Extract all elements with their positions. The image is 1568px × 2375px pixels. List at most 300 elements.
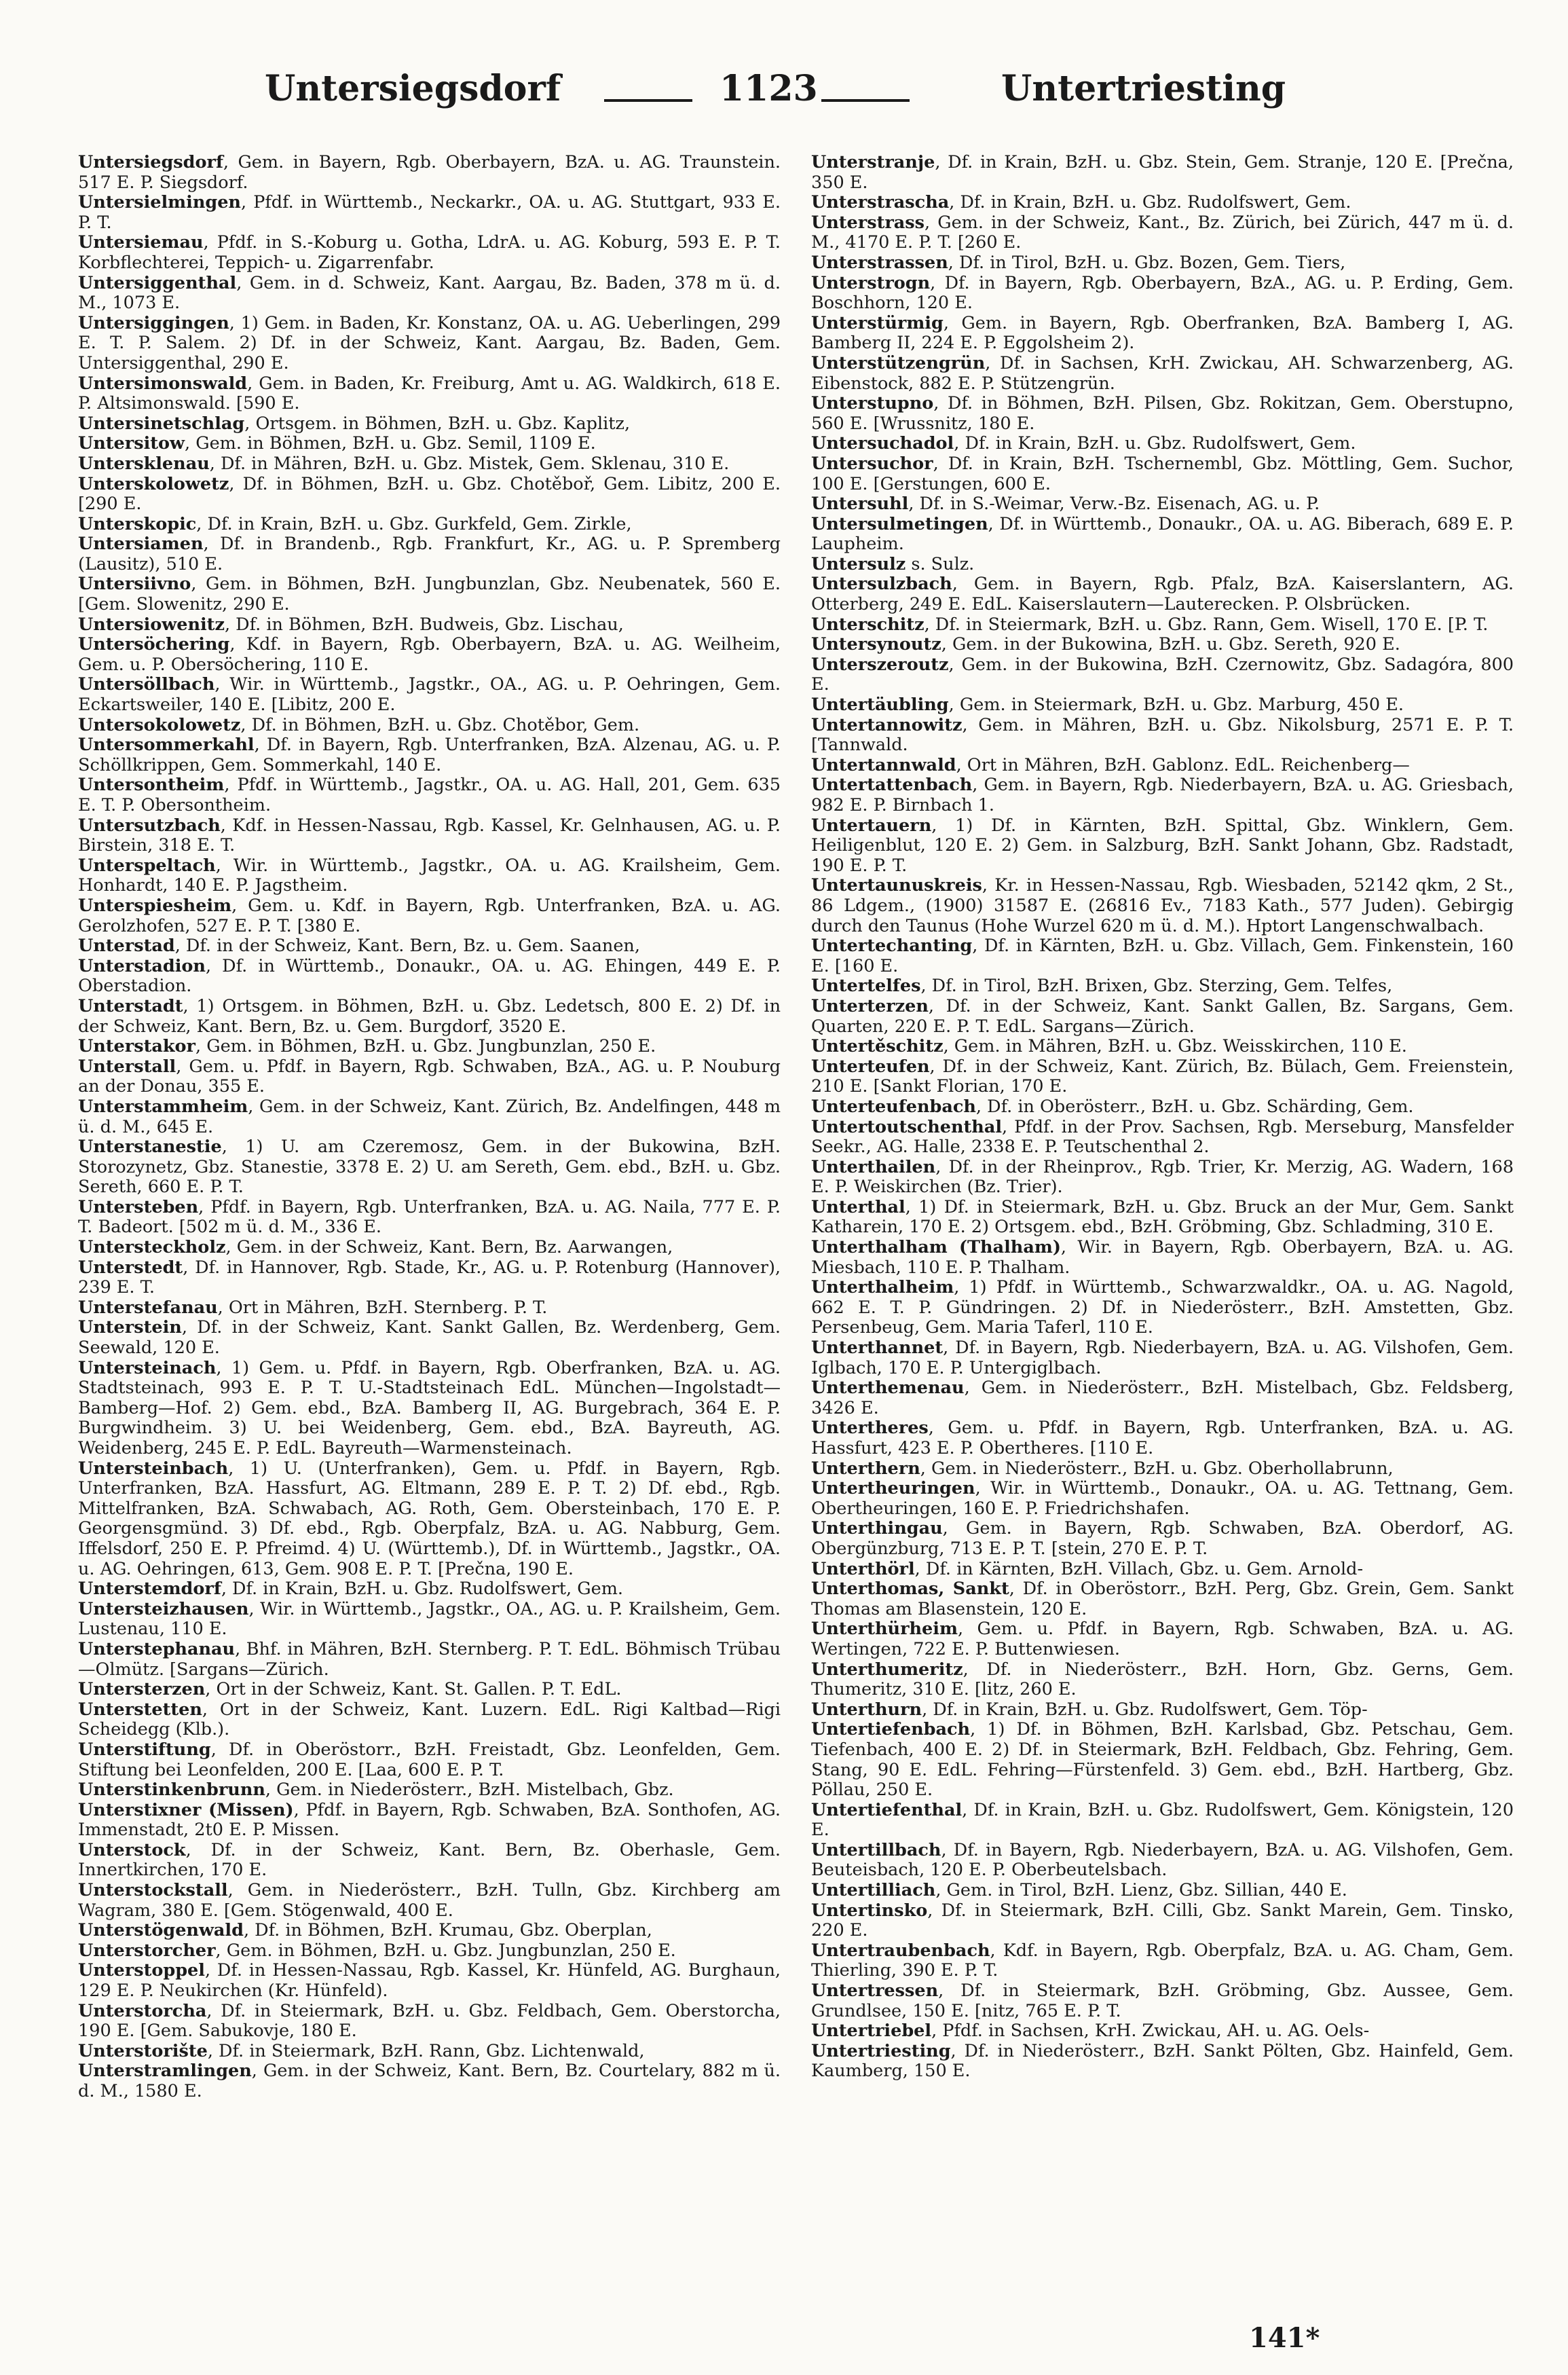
entry-text: , Df. in Brandenb., Rgb. Frankfurt, Kr., AG. u. P. Spremberg (Lausitz), 510 E.	[78, 534, 781, 574]
entry	[811, 1579, 1514, 1619]
entry-text: , Kr. in Hessen-Nassau, Rgb. Wiesbaden, 52142 qkm, 2 St., 86 Ldgem., (1900) 31587 E. (26816 Ev., 7183 Kath., 577 Juden). Gebirgig durch den Taunus (Hohe Wurzel 620 m ü. d. M.). Hptort Langenschwalbach.	[811, 875, 1514, 936]
entry	[811, 1238, 1514, 1278]
entry-headword: Unterstranje	[811, 152, 935, 172]
entry-text: , Df. in Oberöstorr., BzH. Perg, Gbz. Grein, Gem. Sankt Thomas am Blasenstein, 120 E.	[811, 1579, 1514, 1619]
entry	[811, 695, 1514, 716]
entry	[811, 936, 1514, 976]
entry-headword: Unterstephanau	[78, 1638, 236, 1659]
entry-text: , 1) Ortsgem. in Böhmen, BzH. u. Gbz. Ledetsch, 800 E. 2) Df. in der Schweiz, Kant. Bern, Bz. u. Gem. Burgdorf, 3520 E.	[78, 995, 781, 1037]
entry-headword: Untersteinbach	[78, 1458, 229, 1479]
entry-headword: Untersulz	[811, 553, 906, 574]
entry-headword: Unterthailen	[811, 1156, 936, 1177]
entry-text: , Df. in der Schweiz, Kant. Sankt Gallen, Bz. Sargans, Gem. Quarten, 220 E. P. T. EdL. Sargans—Zürich.	[811, 995, 1514, 1037]
entry-headword: Untertriebel	[811, 2021, 932, 2042]
entry	[811, 716, 1514, 756]
entry-text: , Df. in Steiermark, BzH. Gröbming, Gbz. Aussee, Gem. Grundlsee, 150 E. [nitz, 765 E. P. T.	[811, 1981, 1514, 2021]
entry	[78, 1921, 781, 1941]
entry-text: , Gem. u. Pfdf. in Bayern, Rgb. Schwaben, BzA. u. AG. Wertingen, 722 E. P. Buttenwiesen.	[811, 1619, 1514, 1659]
entry-text: , Gem. in Bayern, Rgb. Pfalz, BzA. Kaiserslantern, AG. Otterberg, 249 E. EdL. Kaiserslautern—Lauterecken. P. Olsbrücken.	[811, 574, 1514, 615]
entry-text: , Gem. in Tirol, BzH. Lienz, Gbz. Sillian, 440 E.	[935, 1880, 1347, 1901]
entry-text: , Df. in Krain, BzH. u. Gbz. Gurkfeld, Gem. Zirkle,	[196, 513, 632, 534]
page-header	[0, 68, 1568, 136]
entry-headword: Unterstiftung	[78, 1739, 211, 1760]
entry-headword: Unterskopic	[78, 513, 197, 534]
entry	[811, 1479, 1514, 1519]
entry-headword: Unterstein	[78, 1317, 182, 1338]
entry-headword: Untersöllbach	[78, 674, 215, 695]
entry-text: , Df. in Oberösterr., BzH. u. Gbz. Schärding, Gem.	[975, 1096, 1414, 1117]
entry	[811, 1338, 1514, 1378]
entry-headword: Untersiemau	[78, 232, 204, 253]
entry-headword: Unterstad	[78, 936, 175, 957]
entry	[811, 635, 1514, 655]
entry-text: , Ort in der Schweiz, Kant. St. Gallen. P. T. EdL.	[205, 1679, 622, 1700]
entry-text: , Gem. in Niederösterr., BzH. Mistelbach, Gbz. Feldsberg, 3426 E.	[811, 1378, 1514, 1418]
entry-headword: Untertriesting	[811, 2040, 951, 2061]
entry-headword: Unterstockstall	[78, 1880, 228, 1901]
entry	[811, 1660, 1514, 1700]
entry-text: , 1) Pfdf. in Württemb., Schwarzwaldkr., OA. u. AG. Nagold, 662 E. T. P. Gündringen. 2) Df. in Niederösterr., BzH. Amstetten, Gbz. Persenbeug, Gem. Maria Taferl, 110 E.	[811, 1277, 1514, 1338]
entry	[78, 1198, 781, 1238]
entry-headword: Unterszeroutz	[811, 654, 949, 675]
entry-headword: Untertressen	[811, 1981, 939, 2002]
entry-text: , Gem. u. Pfdf. in Bayern, Rgb. Schwaben, BzA., AG. u. P. Nouburg an der Donau, 355 E.	[78, 1056, 781, 1097]
entry-headword: Untersynoutz	[811, 634, 941, 655]
entry	[811, 555, 1514, 575]
right-column	[811, 153, 1514, 2082]
entry-text: , Wir. in Württemb., Donaukr., OA. u. AG. Tettnang, Gem. Obertheuringen, 160 E. P. Friedrichshafen.	[811, 1478, 1514, 1519]
entry-headword: Untertiefenbach	[811, 1719, 971, 1740]
header-rule-left	[604, 99, 692, 102]
entry-headword: Unterstoppel	[78, 1960, 205, 1981]
entry	[811, 253, 1514, 274]
entry-text: , Df. in Württemb., Donaukr., OA. u. AG. Ehingen, 449 E. P. Oberstadion.	[78, 955, 781, 997]
entry-text: , Df. in Krain, BzH. u. Gbz. Rudolfswert, Gem.	[221, 1579, 624, 1600]
entry-headword: Unterthomas, Sankt	[811, 1579, 1009, 1600]
header-rule-right	[821, 99, 910, 102]
entry-text: , Gem. in Mähren, BzH. u. Gbz. Nikolsburg, 2571 E. P. T. [Tannwald.	[811, 714, 1514, 756]
entry-headword: Untertäubling	[811, 695, 949, 716]
entry-headword: Unterstemdorf	[78, 1579, 221, 1600]
entry-headword: Untersiegsdorf	[78, 152, 223, 172]
entry-text: , Df. in Kärnten, BzH. u. Gbz. Villach, Gem. Finkenstein, 160 E. [160 E.	[811, 936, 1514, 976]
entry-headword: Untersutzbach	[78, 815, 221, 836]
entry	[811, 756, 1514, 776]
entry	[78, 1459, 781, 1580]
entry	[811, 574, 1514, 614]
entry-headword: Unterstorcha	[78, 2000, 207, 2021]
entry-text: , Gem. in Böhmen, BzH. u. Gbz. Semil, 1109 E.	[185, 433, 596, 454]
entry	[78, 475, 781, 515]
entry-headword: Unterskolowetz	[78, 473, 229, 494]
entry-text: , Gem. in d. Schweiz, Kant. Aargau, Bz. Baden, 378 m ü. d. M., 1073 E.	[78, 272, 781, 314]
entry	[811, 1378, 1514, 1418]
entry-headword: Untersuchor	[811, 453, 933, 474]
entry	[78, 454, 781, 475]
entry	[78, 635, 781, 675]
entry	[78, 1640, 781, 1680]
entry	[78, 233, 781, 273]
entry-text: , Gem. in der Schweiz, Kant. Bern, Bz. Courtelary, 882 m ü. d. M., 1580 E.	[78, 2061, 781, 2101]
entry-headword: Unterthalheim	[811, 1277, 954, 1298]
entry-text: , Df. in Kärnten, BzH. Villach, Gbz. u. Gem. Arnold-	[914, 1558, 1364, 1579]
entry	[811, 655, 1514, 695]
entry	[78, 1961, 781, 2001]
entry-text: , Kdf. in Bayern, Rgb. Oberpfalz, BzA. u. AG. Cham, Gem. Thierling, 390 E. P. T.	[811, 1940, 1514, 1981]
header-right-word: Untertriesting	[1001, 68, 1286, 109]
entry-text: , Df. in Krain, BzH. u. Gbz. Rudolfswert, Gem.	[949, 192, 1351, 213]
entry-headword: Unterstrassen	[811, 252, 948, 273]
entry-text: , Wir. in Bayern, Rgb. Oberbayern, BzA. u. AG. Miesbach, 110 E. P. Thalham.	[811, 1237, 1514, 1278]
entry-headword: Untertattenbach	[811, 775, 973, 796]
header-left-word: Untersiegsdorf	[265, 68, 561, 109]
entry	[78, 515, 781, 535]
entry-text: , Df. in Steiermark, BzH. Cilli, Gbz. Sankt Marein, Gem. Tinsko, 220 E.	[811, 1900, 1514, 1941]
entry-text: , Gem. in der Bukowina, BzH. u. Gbz. Sereth, 920 E.	[941, 634, 1400, 655]
entry	[811, 394, 1514, 434]
entry-headword: Unterstakor	[78, 1036, 195, 1057]
entry-headword: Untersuchadol	[811, 433, 954, 454]
entry	[811, 1198, 1514, 1238]
entry-text: , Gem. in Mähren, BzH. u. Gbz. Weisskirchen, 110 E.	[943, 1036, 1407, 1057]
entry	[78, 1057, 781, 1097]
entry-text: , Df. in Steiermark, BzH. u. Gbz. Rann, Gem. Wisell, 170 E. [P. T.	[924, 614, 1489, 635]
entry	[78, 1700, 781, 1740]
entry	[811, 1097, 1514, 1118]
entry	[811, 1158, 1514, 1198]
entry	[78, 534, 781, 574]
entry-text: , Pfdf. in Bayern, Rgb. Unterfranken, BzA. u. AG. Naila, 777 E. P. T. Badeort. [502 m ü. d. M., 336 E.	[78, 1196, 781, 1238]
entry	[811, 976, 1514, 997]
entry-headword: Unterthingau	[811, 1518, 943, 1539]
entry-text: , Df. in Böhmen, BzH. Budweis, Gbz. Lischau,	[224, 614, 624, 635]
entry-headword: Untertheuringen	[811, 1478, 975, 1499]
entry-text: , Ort in Mähren, BzH. Sternberg. P. T.	[217, 1297, 548, 1318]
entry	[78, 957, 781, 997]
entry-text: , Pfdf. in Württemb., Neckarkr., OA. u. AG. Stuttgart, 933 E. P. T.	[78, 192, 781, 233]
entry	[78, 997, 781, 1037]
entry-headword: Unterthörl	[811, 1558, 915, 1579]
entry	[78, 1097, 781, 1137]
entry-text: , Gem. in Böhmen, BzH. Jungbunzlan, Gbz. Neubenatek, 560 E. [Gem. Slowenitz, 290 E.	[78, 574, 781, 615]
entry-headword: Unterstefanau	[78, 1297, 218, 1318]
entry-text: , Df. in Steiermark, BzH. u. Gbz. Feldbach, Gem. Oberstorcha, 190 E. [Gem. Sabukovje, 180 E.	[78, 2000, 781, 2042]
entry-headword: Unterstixner (Missen)	[78, 1799, 294, 1820]
entry-headword: Untersöchering	[78, 634, 230, 655]
entry-text: , Ort in der Schweiz, Kant. Luzern. EdL. Rigi Kaltbad—Rigi Scheidegg (Klb.).	[78, 1699, 781, 1740]
entry-headword: Untertauern	[811, 815, 932, 836]
entry	[78, 434, 781, 454]
entry-headword: Untertheres	[811, 1418, 929, 1439]
entry-headword: Unterstürmig	[811, 312, 944, 333]
entry	[78, 1298, 781, 1319]
entry-headword: Untertěschitz	[811, 1036, 944, 1057]
entry-text: s. Sulz.	[906, 553, 975, 574]
entry-text: , Df. in Mähren, BzH. u. Gbz. Mistek, Gem. Sklenau, 310 E.	[209, 453, 730, 474]
entry	[811, 1881, 1514, 1901]
entry-text: , Df. in Tirol, BzH. u. Gbz. Bozen, Gem. Tiers,	[948, 252, 1346, 273]
entry-headword: Unterstanestie	[78, 1137, 222, 1158]
entry-headword: Unterterzen	[811, 995, 929, 1016]
entry	[811, 1037, 1514, 1057]
entry	[78, 314, 781, 374]
entry-text: , Df. in Steiermark, BzH. Rann, Gbz. Lichtenwald,	[207, 2040, 645, 2061]
entry-headword: Unterstrass	[811, 212, 925, 233]
entry	[811, 1901, 1514, 1941]
entry	[78, 153, 781, 193]
entry-text: , Wir. in Württemb., Jagstkr., OA., AG. u. P. Krailsheim, Gem. Lustenau, 110 E.	[78, 1598, 781, 1640]
entry	[78, 615, 781, 636]
entry-headword: Unterstetten	[78, 1699, 202, 1720]
entry	[78, 775, 781, 815]
entry	[78, 1579, 781, 1600]
entry-text: , Pfdf. in Sachsen, KrH. Zwickau, AH. u. AG. Oels-	[931, 2021, 1370, 2042]
entry-headword: Untersteben	[78, 1196, 199, 1217]
entry-headword: Unterstinkenbrunn	[78, 1780, 265, 1801]
entry-headword: Unterthannet	[811, 1338, 944, 1359]
entry	[78, 1801, 781, 1841]
entry-text: , Df. in Niederösterr., BzH. Horn, Gbz. Gerns, Gem. Thumeritz, 310 E. [litz, 260 E.	[811, 1659, 1514, 1700]
entry	[78, 1359, 781, 1459]
entry-text: , 1) Df. in Steiermark, BzH. u. Gbz. Bruck an der Mur, Gem. Sankt Katharein, 170 E. 2) Ortsgem. ebd., BzH. Gröbming, Gbz. Schladming, 310 E.	[811, 1196, 1514, 1238]
entry	[811, 775, 1514, 815]
entry-text: , Df. in Krain, BzH. u. Gbz. Rudolfswert, Gem. Königstein, 120 E.	[811, 1799, 1514, 1841]
entry-headword: Unterstadion	[78, 955, 206, 976]
left-column	[78, 153, 781, 2102]
entry-headword: Untertraubenbach	[811, 1940, 990, 1961]
entry-headword: Untertilliach	[811, 1880, 936, 1901]
entry-text: , Gem. u. Pfdf. in Bayern, Rgb. Unterfranken, BzA. u. AG. Hassfurt, 423 E. P. Obertheres. [110 E.	[811, 1418, 1514, 1458]
entry-headword: Untersteinach	[78, 1357, 217, 1378]
entry-headword: Unterthürheim	[811, 1619, 958, 1640]
entry	[811, 354, 1514, 394]
entry-text: , Gem. in Böhmen, BzH. u. Gbz. Jungbunzlan, 250 E.	[215, 1940, 676, 1961]
entry	[811, 997, 1514, 1037]
entry-text: , Df. in Bayern, Rgb. Unterfranken, BzA. Alzenau, AG. u. P. Schöllkrippen, Gem. Sommerkahl, 140 E.	[78, 735, 781, 775]
entry	[78, 1881, 781, 1921]
page-number: 1123	[720, 68, 818, 109]
entry-text: , 1) U. am Czeremosz, Gem. in der Bukowina, BzH. Storozynetz, Gbz. Stanestie, 3378 E. 2) U. am Sereth, Gem. ebd., BzH. u. Gbz. Sereth, 660 E. P. T.	[78, 1137, 781, 1198]
entry-text: , Df. in Niederösterr., BzH. Sankt Pölten, Gbz. Hainfeld, Gem. Kaumberg, 150 E.	[811, 2040, 1514, 2082]
entry-headword: Untersteckholz	[78, 1237, 226, 1258]
entry	[78, 1137, 781, 1198]
entry-text: , Gem. in Baden, Kr. Freiburg, Amt u. AG. Waldkirch, 618 E. P. Altsimonswald. [590 E.	[78, 373, 781, 414]
entry	[811, 1981, 1514, 2021]
entry-text: , Df. in Böhmen, BzH. Pilsen, Gbz. Rokitzan, Gem. Oberstupno, 560 E. [Wrussnitz, 180 E.	[811, 393, 1514, 434]
entry-headword: Untertillbach	[811, 1839, 941, 1860]
entry	[811, 816, 1514, 877]
entry-text: , Gem. in Bayern, Rgb. Oberbayern, BzA. u. AG. Traunstein. 517 E. P. Siegsdorf.	[78, 152, 781, 193]
entry	[78, 675, 781, 715]
entry-headword: Untersklenau	[78, 453, 210, 474]
entry-text: , Df. in Sachsen, KrH. Zwickau, AH. Schwarzenberg, AG. Eibenstock, 882 E. P. Stützengrün.	[811, 352, 1514, 394]
entry	[811, 2021, 1514, 2042]
entry-headword: Untersommerkahl	[78, 735, 255, 756]
entry-headword: Untertannwald	[811, 754, 956, 775]
entry	[811, 1278, 1514, 1338]
entry	[78, 574, 781, 614]
entry-text: , Ort in Mähren, BzH. Gablonz. EdL. Reichenberg—	[956, 754, 1410, 775]
entry-headword: Unterstögenwald	[78, 1920, 244, 1941]
entry-text: , Gem. in Bayern, Rgb. Schwaben, BzA. Oberdorf, AG. Obergünzburg, 713 E. P. T. [stein, 270 E. P. T.	[811, 1518, 1514, 1559]
entry-headword: Unterstramlingen	[78, 2061, 252, 2082]
entry-text: , Pfdf. in Bayern, Rgb. Schwaben, BzA. Sonthofen, AG. Immenstadt, 2t0 E. P. Missen.	[78, 1799, 781, 1841]
entry-text: , Df. in Krain, BzH. u. Gbz. Rudolfswert, Gem.	[954, 433, 1356, 454]
entry-text: , Df. in Bayern, Rgb. Niederbayern, BzA. u. AG. Vilshofen, Gem. Beuteisbach, 120 E. P. Oberbeutelsbach.	[811, 1839, 1514, 1881]
entry	[78, 193, 781, 233]
entry-headword: Untersontheim	[78, 775, 225, 796]
entry	[78, 1600, 781, 1640]
entry-headword: Unterstützengrün	[811, 352, 986, 373]
signature-mark: 141*	[1249, 2322, 1320, 2354]
entry-text: , Gem. in der Schweiz, Kant., Bz. Zürich, bei Zürich, 447 m ü. d. M., 4170 E. P. T. [260 E.	[811, 212, 1514, 253]
entry	[811, 1841, 1514, 1881]
entry-text: , Pfdf. in S.-Koburg u. Gotha, LdrA. u. AG. Koburg, 593 E. P. T. Korbflechterei, Teppich- u. Zigarrenfabr.	[78, 232, 781, 273]
entry-headword: Unterthalham (Thalham)	[811, 1237, 1061, 1258]
entry-text: , Gem. u. Kdf. in Bayern, Rgb. Unterfranken, BzA. u. AG. Gerolzhofen, 527 E. P. T. [380 E.	[78, 895, 781, 936]
entry-text: , Df. in der Schweiz, Kant. Zürich, Bz. Bülach, Gem. Freienstein, 210 E. [Sankt Florian, 170 E.	[811, 1056, 1514, 1097]
entry	[78, 1318, 781, 1358]
entry-headword: Unterstorcher	[78, 1940, 216, 1961]
entry-headword: Untertelfes	[811, 976, 921, 997]
entry-text: , Gem. in Steiermark, BzH. u. Gbz. Marburg, 450 E.	[948, 695, 1404, 716]
entry	[811, 515, 1514, 555]
entry	[78, 2042, 781, 2062]
entry-text: , Df. in Hannover, Rgb. Stade, Kr., AG. u. P. Rotenburg (Hannover), 239 E. T.	[78, 1257, 781, 1298]
entry	[78, 1941, 781, 1962]
entry-headword: Unterstrogn	[811, 272, 931, 293]
entry-headword: Unterstock	[78, 1839, 186, 1860]
entry-text: , Gem. in Niederösterr., BzH. Tulln, Gbz. Kirchberg am Wagram, 380 E. [Gem. Stögenwald, 400 E.	[78, 1880, 781, 1921]
entry-headword: Untersokolowetz	[78, 714, 241, 735]
entry-headword: Untersulzbach	[811, 574, 952, 595]
entry	[811, 1619, 1514, 1659]
entry-text: , Gem. in Niederösterr., BzH. u. Gbz. Oberhollabrunn,	[920, 1458, 1394, 1479]
entry-headword: Unterstall	[78, 1056, 176, 1077]
entry-headword: Unterspiesheim	[78, 895, 232, 916]
entry-headword: Untertechanting	[811, 936, 973, 957]
entry	[78, 1780, 781, 1801]
entry-headword: Unterschitz	[811, 614, 925, 635]
entry	[78, 1037, 781, 1057]
entry-headword: Unterstorište	[78, 2040, 208, 2061]
entry	[78, 1238, 781, 1258]
entry-text: , 1) Df. in Kärnten, BzH. Spittal, Gbz. Winklern, Gem. Heiligenblut, 120 E. 2) Gem. in Salzburg, BzH. Sankt Johann, Gbz. Radstadt, 190 E. P. T.	[811, 815, 1514, 876]
entry-text: , Gem. in Bayern, Rgb. Oberfranken, BzA. Bamberg I, AG. Bamberg II, 224 E. P. Eggolsheim 2).	[811, 312, 1514, 354]
entry-headword: Untersuhl	[811, 494, 909, 515]
entry	[811, 213, 1514, 253]
entry-text: , Df. in Krain, BzH. u. Gbz. Stein, Gem. Stranje, 120 E. [Prečna, 350 E.	[811, 152, 1514, 193]
entry	[78, 735, 781, 775]
entry	[811, 434, 1514, 454]
entry	[811, 1519, 1514, 1559]
entry-text: , Wir. in Württemb., Jagstkr., OA. u. AG. Krailsheim, Gem. Honhardt, 140 E. P. Jagstheim.	[78, 855, 781, 896]
entry	[78, 1841, 781, 1881]
entry-text: , Df. in Böhmen, BzH. u. Gbz. Chotěbor, Gem.	[240, 714, 640, 735]
entry-headword: Untersielmingen	[78, 192, 241, 213]
entry-headword: Untersteizhausen	[78, 1598, 249, 1619]
entry-text: , Ortsgem. in Böhmen, BzH. u. Gbz. Kaplitz,	[244, 413, 631, 434]
entry-headword: Untersinetschlag	[78, 413, 245, 434]
entry-headword: Unterspeltach	[78, 855, 216, 876]
entry-headword: Untertinsko	[811, 1900, 928, 1921]
entry-headword: Unterthurn	[811, 1699, 922, 1720]
entry	[78, 816, 781, 856]
entry-text: , Df. in Oberöstorr., BzH. Freistadt, Gbz. Leonfelden, Gem. Stiftung bei Leonfelden, 200 E. [Laa, 600 E. P. T.	[78, 1739, 781, 1780]
entry-text: , Df. in Krain, BzH. u. Gbz. Rudolfswert, Gem. Töp-	[922, 1699, 1368, 1720]
entry-text: , 1) Gem. in Baden, Kr. Konstanz, OA. u. AG. Ueberlingen, 299 E. T. P. Salem. 2) Df. in der Schweiz, Kant. Aargau, Bz. Baden, Gem. Untersiggenthal, 290 E.	[78, 312, 781, 373]
entry	[811, 1418, 1514, 1458]
entry-text: , Gem. in der Schweiz, Kant. Bern, Bz. Aarwangen,	[225, 1237, 673, 1258]
entry	[811, 2042, 1514, 2082]
entry-text: , Gem. in der Schweiz, Kant. Zürich, Bz. Andelfingen, 448 m ü. d. M., 645 E.	[78, 1096, 781, 1137]
entry-headword: Untersiowenitz	[78, 614, 225, 635]
entry-text: , Df. in Bayern, Rgb. Niederbayern, BzA. u. AG. Vilshofen, Gem. Iglbach, 170 E. P. Untergiglbach.	[811, 1338, 1514, 1378]
entry	[78, 414, 781, 435]
entry-headword: Unterteufen	[811, 1056, 930, 1077]
entry-headword: Unterthern	[811, 1458, 920, 1479]
entry	[78, 936, 781, 957]
entry	[78, 274, 781, 314]
entry-text: , Df. in S.-Weimar, Verw.-Bz. Eisenach, AG. u. P.	[908, 494, 1320, 515]
entry-headword: Untersiivno	[78, 574, 191, 595]
entry	[811, 1459, 1514, 1479]
entry	[78, 2002, 781, 2042]
entry	[811, 1057, 1514, 1097]
entry	[811, 193, 1514, 213]
entry	[811, 1118, 1514, 1158]
entry-text: , Df. in der Rheinprov., Rgb. Trier, Kr. Merzig, AG. Wadern, 168 E. P. Weiskirchen (Bz. Trier).	[811, 1156, 1514, 1198]
entry-text: , Pfdf. in der Prov. Sachsen, Rgb. Merseburg, Mansfelder Seekr., AG. Halle, 2338 E. P. Teutschenthal 2.	[811, 1116, 1514, 1158]
entry-text: , 1) U. (Unterfranken), Gem. u. Pfdf. in Bayern, Rgb. Unterfranken, BzA. Hassfurt, AG. Eltmann, 289 E. P. T. 2) Df. ebd., Rgb. Mittelfranken, BzA. Schwabach, AG. Roth, Gem. Obersteinbach, 170 E. P. Georgensgmünd. 3) Df. ebd., Rgb. Oberpfalz, BzA. u. AG. Nabburg, Gem. Iffelsdorf, 250 E. P. Pfreimd. 4) U. (Württemb.), Df. in Württemb., Jagstkr., OA. u. AG. Oehringen, 613, Gem. 908 E. P. T. [Prečna, 190 E.	[78, 1458, 781, 1579]
entry	[78, 1740, 781, 1780]
entry-text: , Df. in der Schweiz, Kant. Bern, Bz. u. Gem. Saanen,	[174, 936, 640, 957]
entry-headword: Unterthumeritz	[811, 1659, 963, 1680]
entry-text: , Df. in Böhmen, BzH. u. Gbz. Chotěboř, Gem. Libitz, 200 E. [290 E.	[78, 473, 781, 515]
entry	[811, 454, 1514, 494]
entry	[78, 856, 781, 896]
entry-headword: Untersitow	[78, 433, 185, 454]
entry-headword: Unterthal	[811, 1196, 906, 1217]
entry-headword: Unterstrascha	[811, 192, 950, 213]
entry-headword: Untersiggingen	[78, 312, 229, 333]
entry-text: , Pfdf. in Württemb., Jagstkr., OA. u. AG. Hall, 201, Gem. 635 E. T. P. Obersontheim.	[78, 775, 781, 815]
entry-text: , 1) Gem. u. Pfdf. in Bayern, Rgb. Oberfranken, BzA. u. AG. Stadtsteinach, 993 E. P. T. U.-Stadtsteinach EdL. München—Ingolstadt—Bamberg—Hof. 2) Gem. ebd., BzA. Bamberg II, AG. Burgebrach, 364 E. P. Burgwindheim. 3) U. bei Weidenberg, Gem. ebd., BzA. Bayreuth, AG. Weidenberg, 245 E. P. EdL. Bayreuth—Warmensteinach.	[78, 1357, 781, 1458]
entry-text: , Df. in Krain, BzH. Tschernembl, Gbz. Möttling, Gem. Suchor, 100 E. [Gerstungen, 600 E.	[811, 453, 1514, 494]
entry-headword: Untertoutschenthal	[811, 1116, 1003, 1137]
entry	[78, 2061, 781, 2101]
entry-headword: Unterstupno	[811, 393, 934, 414]
entry-text: , Kdf. in Hessen-Nassau, Rgb. Kassel, Kr. Gelnhausen, AG. u. P. Birstein, 318 E. T.	[78, 815, 781, 856]
entry-headword: Unterteufenbach	[811, 1096, 976, 1117]
entry-headword: Unterstedt	[78, 1257, 183, 1278]
entry	[811, 876, 1514, 936]
entry-headword: Untersiggenthal	[78, 272, 237, 293]
entry	[811, 615, 1514, 636]
entry-headword: Untertaunuskreis	[811, 875, 982, 896]
entry-text: , Df. in der Schweiz, Kant. Sankt Gallen, Bz. Werdenberg, Gem. Seewald, 120 E.	[78, 1317, 781, 1359]
entry-headword: Unterthemenau	[811, 1378, 965, 1399]
entry-text: , Df. in Böhmen, BzH. Krumau, Gbz. Oberplan,	[243, 1920, 652, 1941]
entry	[78, 1258, 781, 1298]
entry	[78, 716, 781, 736]
entry	[811, 494, 1514, 515]
entry	[811, 1941, 1514, 1981]
entry-headword: Untertannowitz	[811, 714, 963, 735]
entry-headword: Untertiefenthal	[811, 1799, 963, 1820]
entry-text: , Df. in der Schweiz, Kant. Bern, Bz. Oberhasle, Gem. Innertkirchen, 170 E.	[78, 1839, 781, 1881]
entry-text: , 1) Df. in Böhmen, BzH. Karlsbad, Gbz. Petschau, Gem. Tiefenbach, 400 E. 2) Df. in Steiermark, BzH. Feldbach, Gbz. Fehring, Gem. Stang, 90 E. EdL. Fehring—Fürstenfeld. 3) Gem. ebd., BzH. Hartberg, Gbz. Pöllau, 250 E.	[811, 1719, 1514, 1801]
